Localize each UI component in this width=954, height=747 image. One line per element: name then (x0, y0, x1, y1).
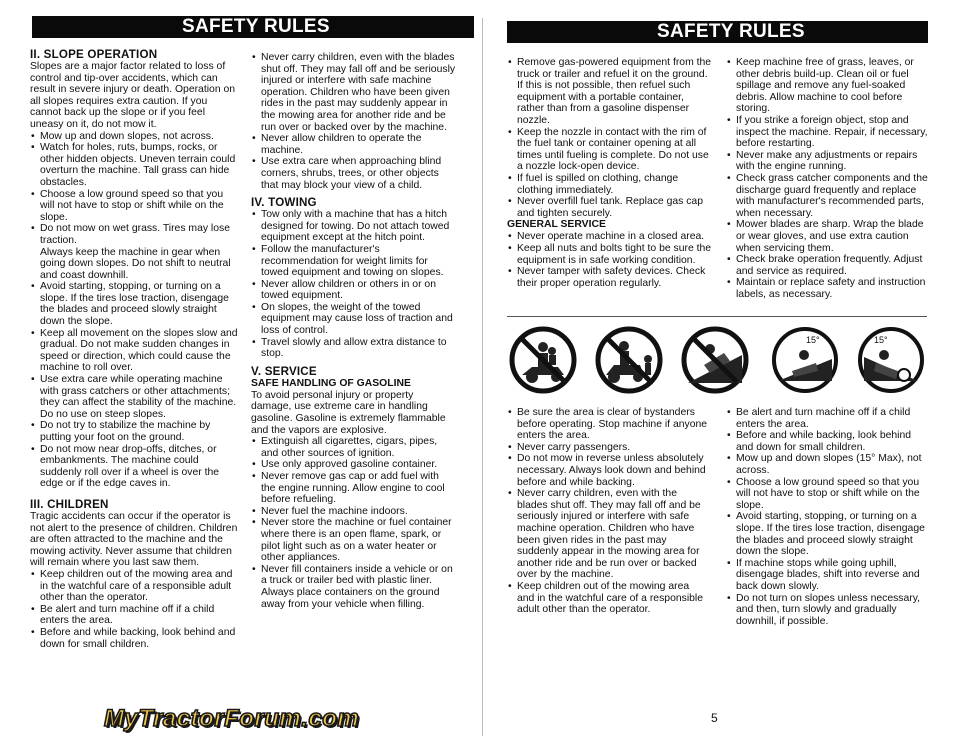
list-item: • Keep the nozzle in contact with the rim of the fuel tank or container opening at all times until fueling is complete. Do not use a nozzle lock-open device. (507, 127, 712, 173)
towing-list (251, 209, 456, 360)
list-item: • Use extra care while operating machine with grass catchers or other attachments; they can affect the stability of the machine. Do no use on steep slopes. (30, 374, 238, 420)
list-item: • Use extra care when approaching blind corners, shrubs, trees, or other objects that may block your view of a child. (251, 156, 456, 191)
list-item-continuation: Always keep the machine in gear when going down slopes. Do not shift to neutral and coast downhill. (40, 246, 231, 281)
page-divider (482, 18, 483, 736)
list-item: • Travel slowly and allow extra distance to stop. (251, 337, 456, 360)
list-item: • Never fill containers inside a vehicle or on a truck or trailer bed with plastic liner. Always place containers on the ground away from your vehicle when filling. (251, 564, 456, 610)
column-5 (507, 407, 709, 616)
children-heading: III. CHILDREN (30, 497, 109, 511)
list-item: • Do not try to stabilize the machine by putting your foot on the ground. (30, 420, 238, 443)
list-item: • Choose a low ground speed so that you will not have to stop or shift while on the slope. (726, 477, 928, 512)
list-item: • On slopes, the weight of the towed equipment may cause loss of traction and loss of control. (251, 302, 456, 337)
list-item: • Check grass catcher components and the discharge guard frequently and replace with manufacturer's recommended parts, when necessary. (726, 173, 930, 219)
right-safety-rules-banner (507, 21, 928, 43)
list-item: • Never carry children, even with the blades shut off. They may fall off and be seriously injured or interfere with safe machine operation. Children who have been given rides in the past may suddenly appear in the mowing area for another ride and be run over or backed over by the machine. (251, 52, 456, 133)
list-item: • Check brake operation frequently. Adjust and service as required. (726, 254, 930, 277)
pictogram-notes-left (507, 407, 709, 616)
list-item: • Avoid starting, stopping, or turning on a slope. If the tires lose traction, disengage the blades and proceed slowly straight down the slope. (726, 511, 928, 557)
list-item: • Use only approved gasoline container. (251, 459, 456, 471)
list-item: • Never operate machine in a closed area. (507, 231, 712, 243)
list-item: • Do not mow on wet grass. Tires may lose traction. (30, 223, 238, 246)
max-slope-up-icon (770, 325, 840, 395)
page-number: 5 (711, 711, 718, 725)
list-item: • Never remove gas cap or add fuel with the engine running. Allow engine to cool before refueling. (251, 471, 456, 506)
list-item: • Mow up and down slopes (15° Max), not across. (726, 453, 928, 476)
list-item: • Maintain or replace safety and instruction labels, as necessary. (726, 277, 930, 300)
list-item: • Before and while backing, look behind and down for small children. (30, 627, 238, 650)
no-mowing-across-slope-icon (680, 325, 750, 395)
list-item: • Do not mow in reverse unless absolutely necessary. Always look down and behind before and while backing. (507, 453, 709, 488)
list-item: • Follow the manufacturer's recommendation for weight limits for towed equipment and towing on slopes. (251, 244, 456, 279)
column-2 (251, 52, 456, 610)
list-item: • Keep children out of the mowing area and in the watchful care of a responsible adult other than the operator. (507, 581, 709, 616)
list-item: • Do not mow near drop-offs, ditches, or embankments. The machine could suddenly roll over if a wheel is over the edge or if the edge caves in. (30, 444, 238, 490)
list-item: • If you strike a foreign object, stop and inspect the machine. Repair, if necessary, before restarting. (726, 115, 930, 150)
pictogram-notes-right (726, 407, 928, 627)
list-item: • If machine stops while going uphill, disengage blades, shift into reverse and back down slowly. (726, 558, 928, 593)
slope-angle-label: 15° (806, 335, 820, 345)
children-list-continued (251, 52, 456, 191)
list-item: • Be alert and turn machine off if a child enters the area. (726, 407, 928, 430)
list-item: • Remove gas-powered equipment from the truck or trailer and refuel it on the ground. If this is not possible, then refuel such equipment with a portable container, rather than from a gasoline dispenser nozzle. (507, 57, 712, 127)
list-item: • Never carry children, even with the blades shut off. They may fall off and be seriously injured or interfere with safe machine operation. Children who have been given rides in the past may suddenly appear in the mowing area for another ride and be run over or backed over by the machine. (507, 488, 709, 581)
service-heading: V. SERVICE (251, 364, 317, 378)
column-4 (726, 57, 930, 300)
list-item: • Keep children out of the mowing area and in the watchful care of a responsible adult other than the operator. (30, 569, 238, 604)
slope-heading: II. SLOPE OPERATION (30, 48, 158, 61)
general-service-heading: GENERAL SERVICE (507, 219, 606, 231)
service-intro: To avoid personal injury or property damage, use extreme care in handling gasoline. Gasoline is extremely flammable and the vapors are explosive. (251, 389, 446, 436)
list-item: • Tow only with a machine that has a hitch designed for towing. Do not attach towed equipment except at the hitch point. (251, 209, 456, 244)
list-item: • Never carry passengers. (507, 442, 709, 454)
gasoline-list-continued (507, 57, 712, 219)
slope-angle-label: 15° (874, 335, 888, 345)
service-list-continued (726, 57, 930, 300)
general-service-list (507, 231, 712, 289)
right-banner-title: SAFETY RULES (657, 21, 805, 42)
children-list (30, 569, 238, 650)
list-item: • Extinguish all cigarettes, cigars, pipes, and other sources of ignition. (251, 436, 456, 459)
list-item: • Avoid starting, stopping, or turning on a slope. If the tires lose traction, disengage the blades and proceed slowly straight down the slope. (30, 281, 238, 327)
mytractorforum-logo: MyTractorForum.com (104, 705, 360, 732)
list-item: • Mower blades are sharp. Wrap the blade or wear gloves, and use extra caution when servicing them. (726, 219, 930, 254)
safety-pictograms (508, 325, 928, 397)
list-item: • Never allow children to operate the machine. (251, 133, 456, 156)
list-item: • If fuel is spilled on clothing, change clothing immediately. (507, 173, 712, 196)
column-1 (30, 48, 238, 650)
list-item: • Never overfill fuel tank. Replace gas cap and tighten securely. (507, 196, 712, 219)
column-6 (726, 407, 928, 627)
list-item: • Never make any adjustments or repairs with the engine running. (726, 150, 930, 173)
list-item: • Keep machine free of grass, leaves, or other debris build-up. Clean oil or fuel spillage and remove any fuel-soaked debris. Allow machine to cool before storing. (726, 57, 930, 115)
max-slope-down-icon (856, 325, 926, 395)
list-item: • Keep all nuts and bolts tight to be sure the equipment is in safe working condition. (507, 243, 712, 266)
list-item: • Never store the machine or fuel container where there is an open flame, spark, or pilot light such as on a water heater or other appliances. (251, 517, 456, 563)
children-intro: Tragic accidents can occur if the operator is not alert to the presence of children. Children are often attracted to the machine and the mowing activity. Never assume that children will remain where you last saw them. (30, 510, 238, 569)
gasoline-list (251, 436, 456, 610)
gasoline-subheading: SAFE HANDLING OF GASOLINE (251, 377, 411, 389)
left-safety-rules-banner (32, 16, 474, 38)
list-item: • Choose a low ground speed so that you will not have to stop or shift while on the slope. (30, 189, 238, 224)
column-3 (507, 57, 712, 289)
slope-list (30, 131, 238, 490)
list-item: • Watch for holes, ruts, bumps, rocks, or other hidden objects. Uneven terrain could overturn the machine. Tall grass can hide obstacles. (30, 142, 238, 188)
list-item: • Be sure the area is clear of bystanders before operating. Stop machine if anyone enters the area. (507, 407, 709, 442)
list-item: • Never allow children or others in or on towed equipment. (251, 279, 456, 302)
list-item: • Do not turn on slopes unless necessary, and then, turn slowly and gradually downhill, if possible. (726, 593, 928, 628)
section-rule (507, 316, 927, 317)
list-item: • Never tamper with safety devices. Check their proper operation regularly. (507, 266, 712, 289)
slope-intro: Slopes are a major factor related to loss of control and tip-over accidents, which can result in severe injury or death. Operation on all slopes requires extra caution. If you cannot back up the slope or if you feel uneasy on it, do not mow it. (30, 61, 236, 130)
left-banner-title: SAFETY RULES (182, 16, 330, 37)
no-children-icon (594, 325, 664, 395)
towing-heading: IV. TOWING (251, 196, 317, 210)
list-item: • Mow up and down slopes, not across. (30, 131, 238, 143)
list-item: • Never fuel the machine indoors. (251, 506, 456, 518)
list-item: • Be alert and turn machine off if a child enters the area. (30, 604, 238, 627)
list-item: • Before and while backing, look behind and down for small children. (726, 430, 928, 453)
list-item: • Keep all movement on the slopes slow and gradual. Do not make sudden changes in speed or direction, which could cause the machine to roll over. (30, 328, 238, 374)
no-passengers-icon (508, 325, 578, 395)
